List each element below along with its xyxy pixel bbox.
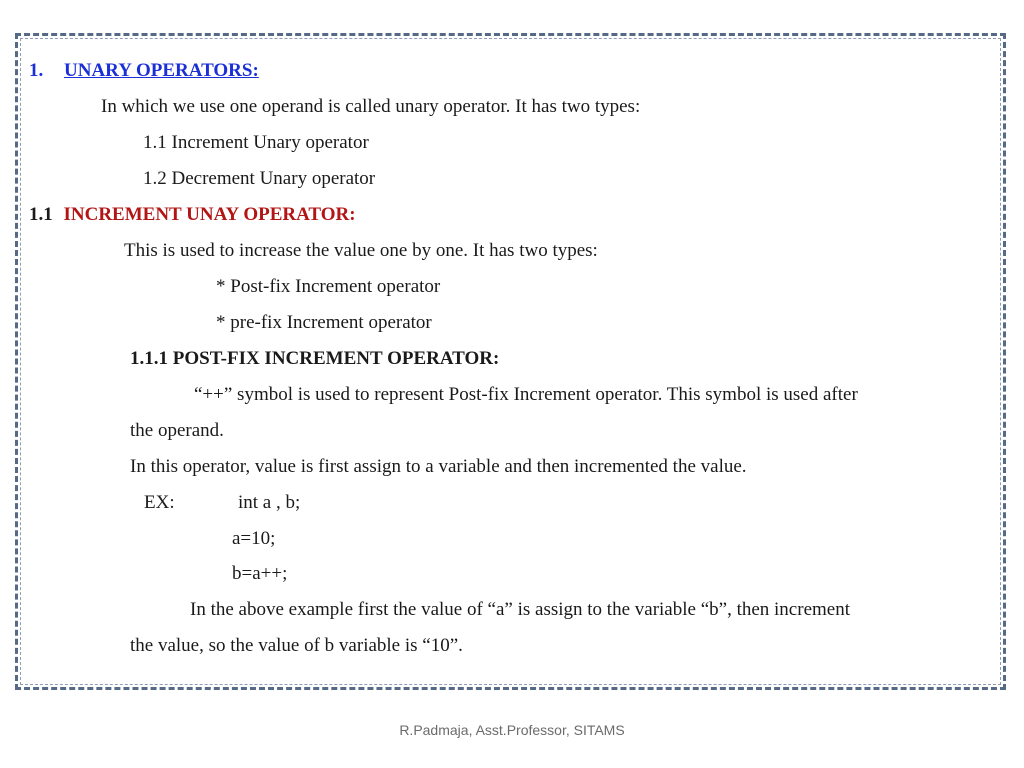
code-line-1: int a , b; bbox=[238, 492, 301, 513]
section-1-number: 1. bbox=[29, 60, 44, 81]
section-1-1-type-1: * Post-fix Increment operator bbox=[216, 276, 441, 297]
section-1-intro: In which we use one operand is called unary operator. It has two types: bbox=[101, 96, 641, 117]
section-1-1-number: 1.1 bbox=[29, 204, 53, 225]
postfix-para-2: In this operator, value is first assign to a variable and then incremented the value. bbox=[130, 456, 747, 477]
footer-credit: R.Padmaja, Asst.Professor, SITAMS bbox=[399, 722, 625, 738]
section-1-1-1-title: 1.1.1 POST-FIX INCREMENT OPERATOR: bbox=[130, 348, 500, 369]
section-1-1-title: INCREMENT UNAY OPERATOR: bbox=[63, 204, 356, 225]
section-1-type-2: 1.2 Decrement Unary operator bbox=[143, 168, 376, 189]
explain-line-2: the value, so the value of b variable is “10”. bbox=[130, 635, 463, 656]
section-1-type-1: 1.1 Increment Unary operator bbox=[143, 132, 369, 153]
code-line-3: b=a++; bbox=[232, 563, 288, 584]
section-1-heading bbox=[29, 59, 259, 83]
section-1-1-heading bbox=[29, 203, 356, 227]
postfix-para-line-1: “++” symbol is used to represent Post-fix Increment operator. This symbol is used after bbox=[194, 384, 858, 405]
section-1-1-intro: This is used to increase the value one by one. It has two types: bbox=[124, 240, 598, 261]
code-line-2: a=10; bbox=[232, 528, 276, 549]
example-label: EX: bbox=[144, 492, 175, 513]
explain-line-1: In the above example first the value of “a” is assign to the variable “b”, then increment bbox=[190, 599, 850, 620]
section-1-title: UNARY OPERATORS: bbox=[64, 60, 259, 81]
section-1-1-type-2: * pre-fix Increment operator bbox=[216, 312, 432, 333]
postfix-para-line-2: the operand. bbox=[130, 420, 224, 441]
